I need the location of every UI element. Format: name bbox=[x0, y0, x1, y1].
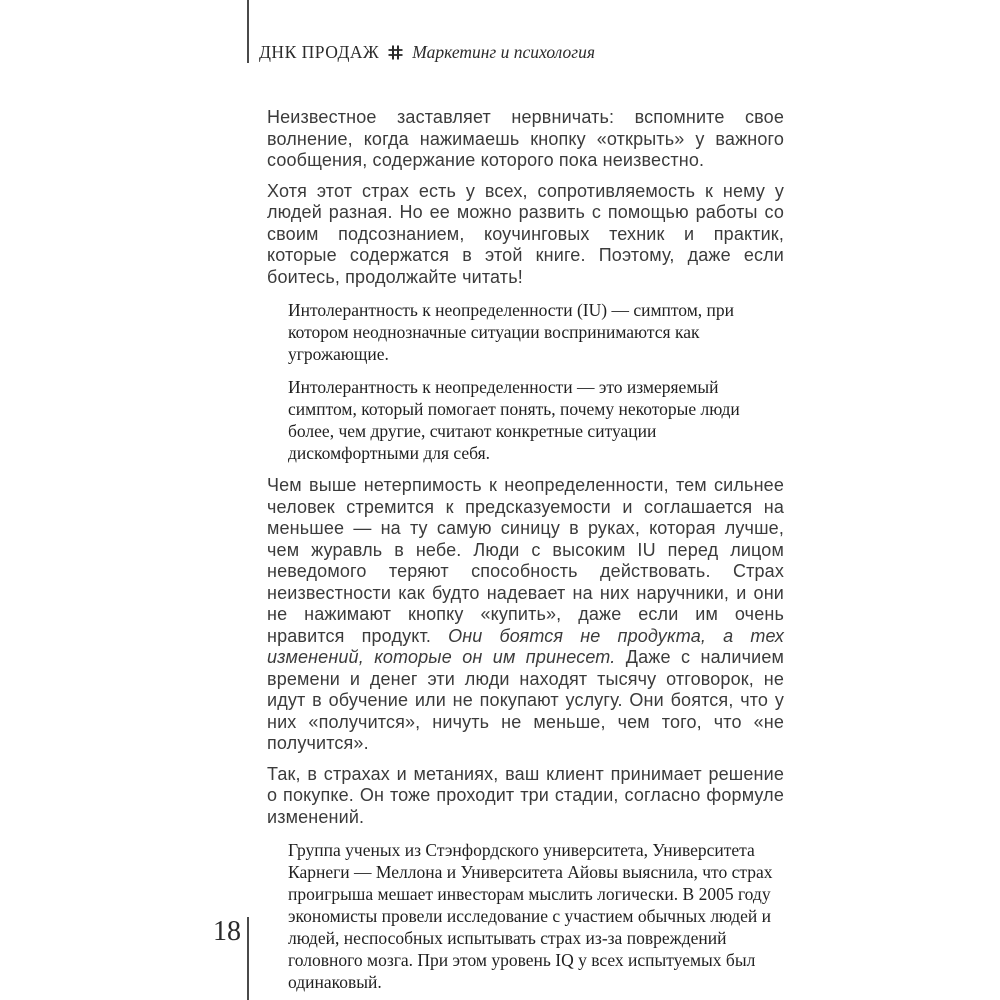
hash-icon bbox=[388, 45, 403, 60]
paragraph-2: Хотя этот страх есть у всех, сопротивляемость к нему у людей разная. Но ее можно развить с помощью работы со своим подсознанием, коучинговых техник и практик, которые содержатся в этой книге. Поэтому, даже если боитесь, продолжайте читать! bbox=[267, 180, 784, 287]
paragraph-4: Так, в страхах и метаниях, ваш клиент принимает решение о покупке. Он тоже проходит три стадии, согласно формуле изменений. bbox=[267, 763, 784, 827]
study-quote: Группа ученых из Стэнфордского университета, Университета Карнеги — Меллона и Университета Айовы выяснила, что страх проигрыша мешает инвесторам мыслить логически. В 2005 году экономисты провели исследование с участием обычных людей и людей, неспособных испытывать страх из-за повреждений головного мозга. При этом уровень IQ у всех испытуемых был одинаковый. bbox=[288, 840, 773, 992]
paragraph-1: Неизвестное заставляет нервничать: вспомните свое волнение, когда нажимаешь кнопку «открыть» у важного сообщения, содержание которого пока неизвестно. bbox=[267, 107, 784, 170]
paragraph-3-italic: Они боятся не продукта, а тех изменений, которые он им принесет. bbox=[267, 625, 784, 667]
header-vertical-rule bbox=[247, 0, 249, 63]
paragraph-3-end: Даже с наличием времени и денег эти люди находят тысячу отговорок, не идут в обучение или не покупают услугу. Они боятся, что у них «получится», ничуть не меньше, чем того, что «не получится». bbox=[267, 647, 785, 753]
running-header bbox=[259, 42, 595, 63]
book-title: ДНК ПРОДАЖ bbox=[259, 42, 380, 62]
page-number: 18 bbox=[213, 916, 241, 947]
page-body bbox=[267, 107, 784, 1000]
paragraph-3-start: Чем выше нетерпимость к неопределенности, тем сильнее человек стремится к предсказуемости и соглашается на меньшее — на ту самую синицу в руках, которая лучше, чем журавль в небе. Люди с высоким IU перед лицом неведомого теряют способность действовать. Страх неизвестности как будто надевает на них наручники, и они не нажимают кнопку «купить», даже если им очень нравится продукт. bbox=[267, 475, 784, 646]
definition-quote-2: Интолерантность к неопределенности — это измеряемый симптом, который помогает понять, почему некоторые люди более, чем другие, считают конкретные ситуации дискомфортными для себя. bbox=[288, 377, 740, 463]
definition-quote-1: Интолерантность к неопределенности (IU) — симптом, при котором неоднозначные ситуации воспринимаются как угрожающие. bbox=[288, 300, 735, 364]
paragraph-3 bbox=[267, 475, 784, 755]
chapter-title: Маркетинг и психология bbox=[412, 42, 595, 62]
footer-vertical-rule bbox=[247, 917, 249, 1000]
